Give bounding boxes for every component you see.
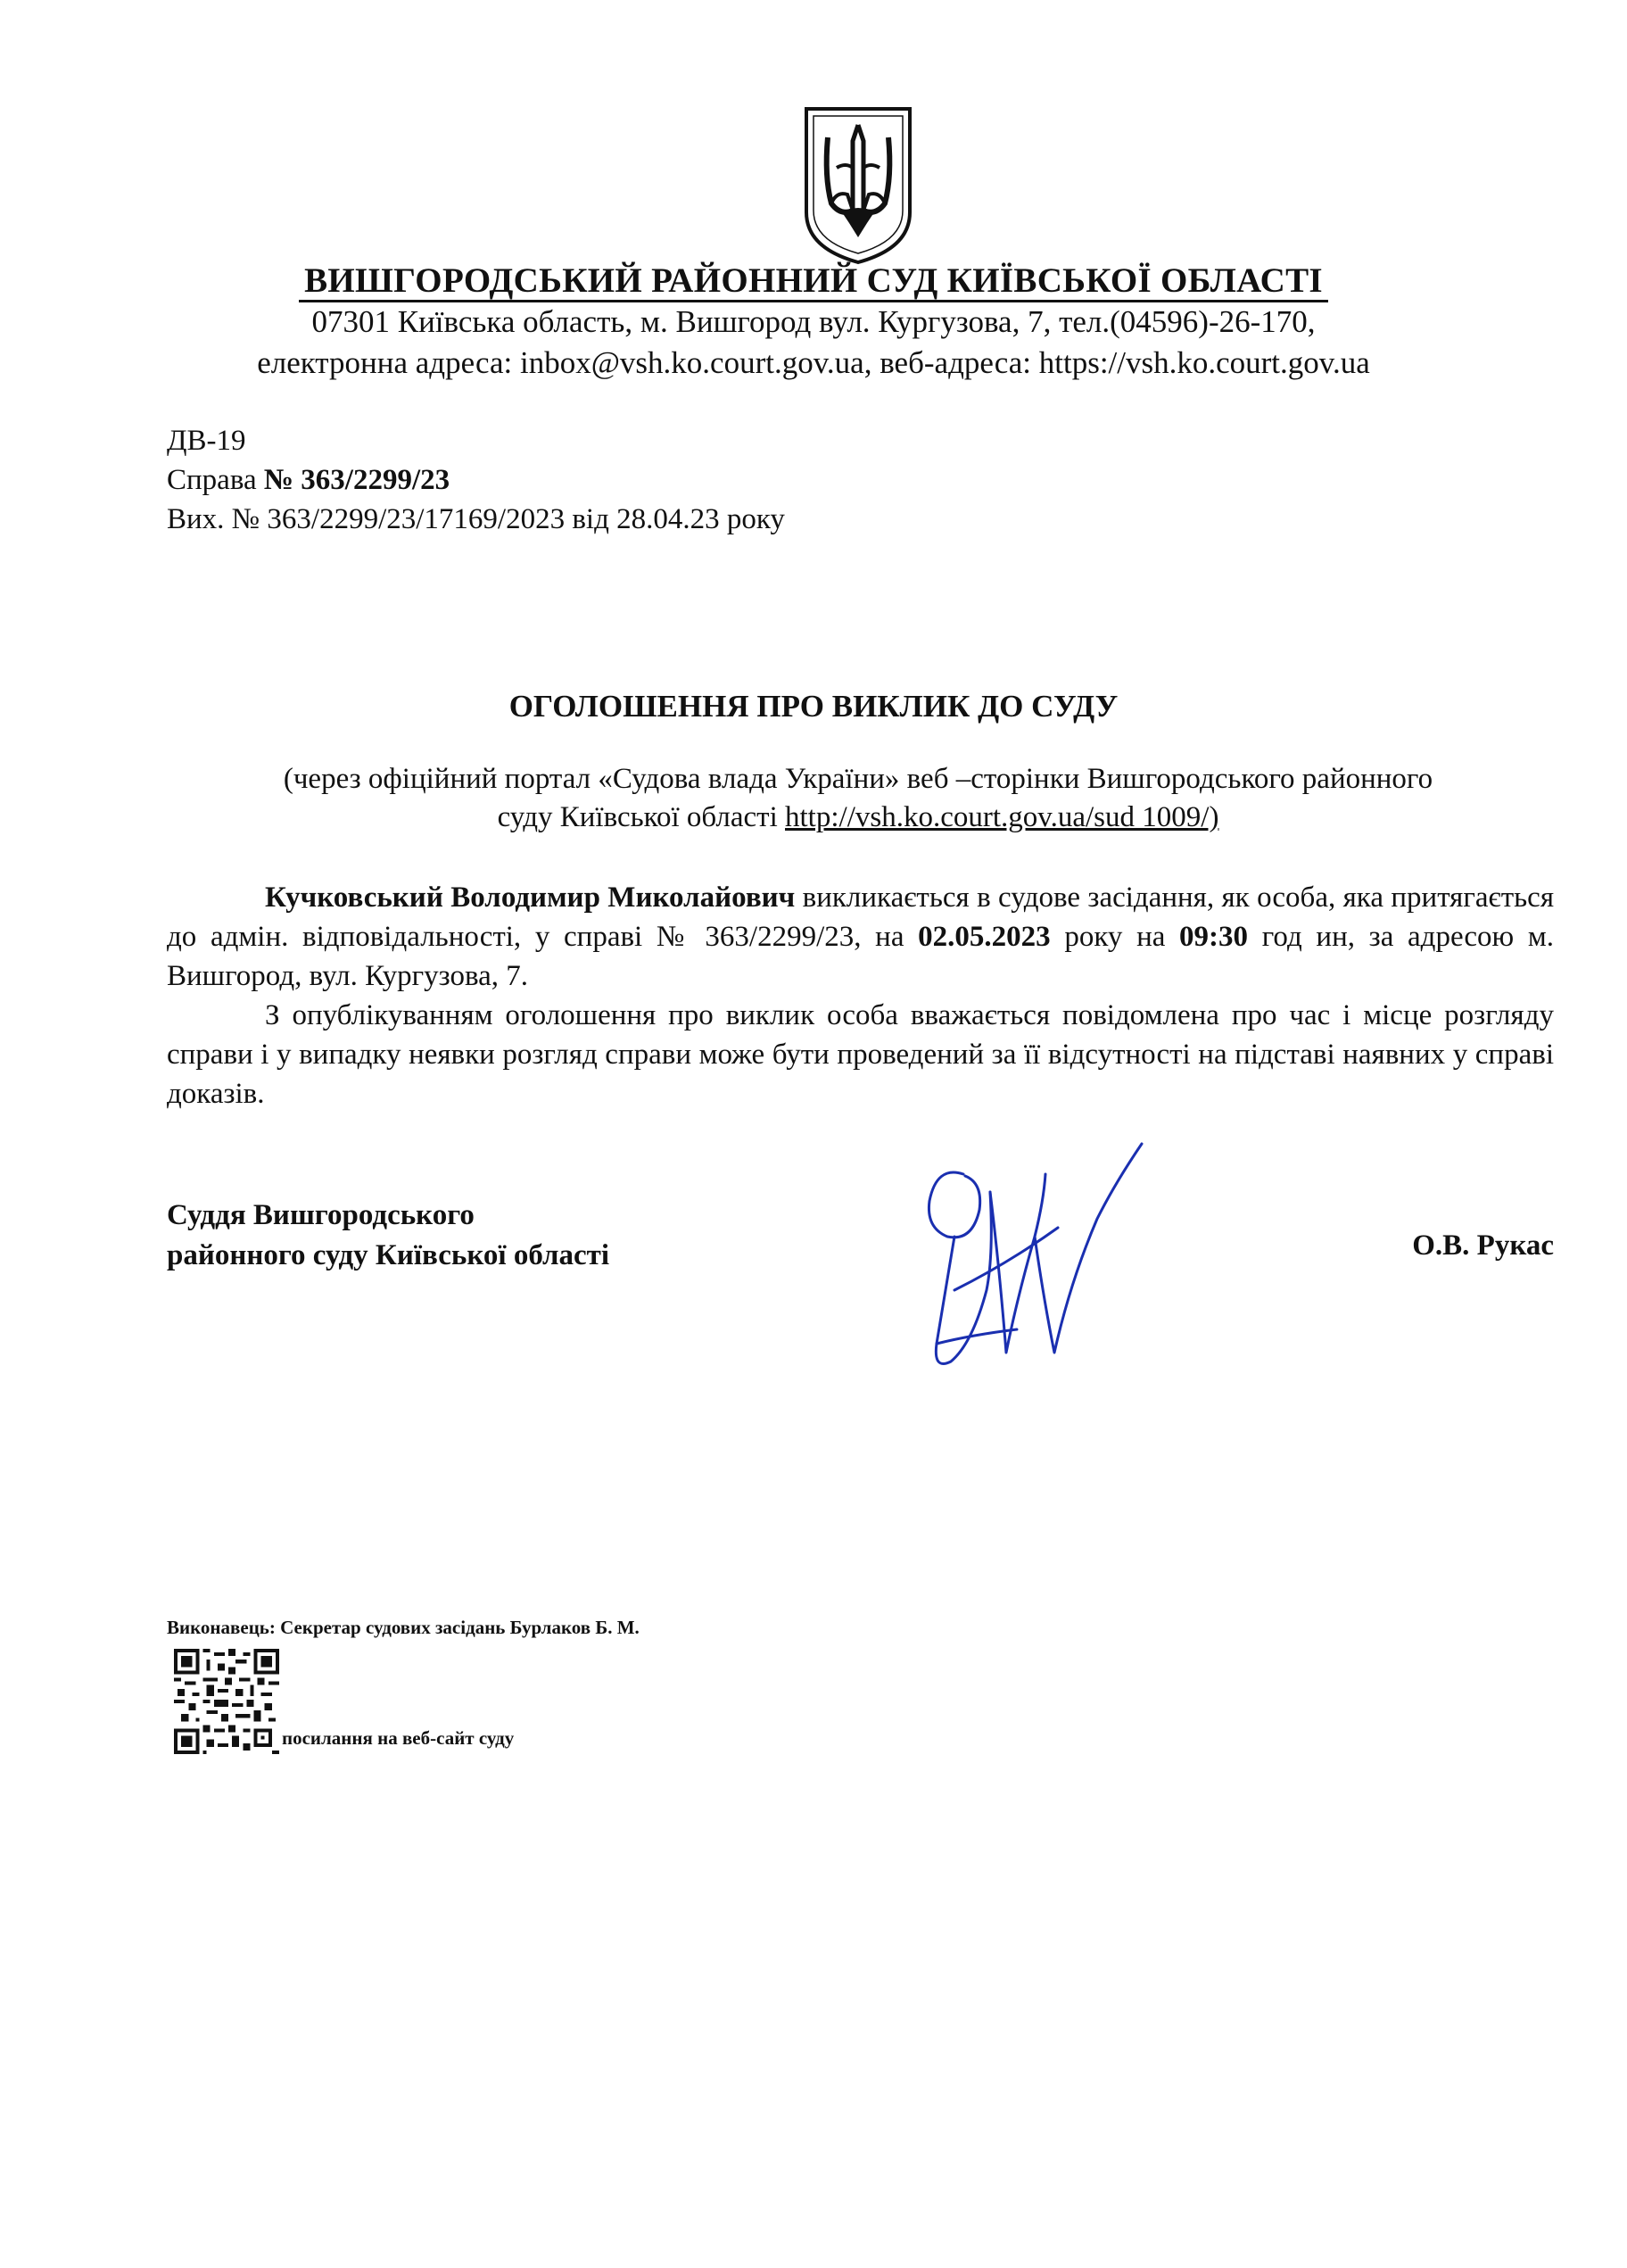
- notice-subtitle: [167, 760, 1549, 837]
- subtitle-line-2-text: суду Київської області: [497, 801, 786, 833]
- case-number-row: [167, 460, 785, 500]
- subtitle-line-1: (через офіційний портал «Судова влада України» веб –сторінки Вишгородського районного: [283, 763, 1433, 795]
- case-number: № 363/2299/23: [263, 464, 450, 496]
- judge-title: [167, 1196, 609, 1276]
- court-address: 07301 Київська область, м. Вишгород вул. Кургузова, 7, тел.(04596)-26-170,: [311, 304, 1316, 339]
- portal-link[interactable]: http://vsh.ko.court.gov.ua/sud 1009/): [785, 801, 1219, 833]
- court-address-block: [0, 302, 1627, 384]
- court-name: ВИШГОРОДСЬКИЙ РАЙОННИЙ СУД КИЇВСЬКОЇ ОБЛАСТІ: [0, 261, 1627, 301]
- qr-caption: посилання на веб-сайт суду: [282, 1727, 515, 1749]
- case-label: Справа: [167, 464, 257, 496]
- notice-consequence-paragraph: З опублікуванням оголошення про виклик особа вважається повідомлена про час і місце розгляду справи і у випадку неявки розгляд справи може бути проведений за її відсутності на підставі наявних у справі доказів.: [167, 999, 1554, 1110]
- person-name: Кучковський Володимир Миколайович: [265, 882, 796, 914]
- qr-code-icon[interactable]: [174, 1649, 279, 1754]
- summons-text-2: року на: [1050, 921, 1180, 953]
- summons-text-1: викликається в судове засідання, як особа, яка притягається до адмін. відповідальності, у справі № 363/2299/23, на: [167, 882, 1554, 953]
- executor-line: Виконавець: Секретар судових засідань Бурлаков Б. М.: [167, 1617, 640, 1638]
- handwritten-signature: [901, 1138, 1169, 1397]
- summons-text-3: год ин, за адресою м. Вишгород, вул. Кургузова, 7.: [167, 921, 1555, 992]
- judge-name: О.В. Рукас: [1412, 1229, 1554, 1262]
- notice-body: [167, 878, 1554, 1113]
- subtitle-line-2: [167, 799, 1549, 837]
- judge-title-line-1: Суддя Вишгородського: [167, 1199, 475, 1231]
- hearing-time: 09:30: [1179, 921, 1249, 953]
- outgoing-number: Вих. № 363/2299/23/17169/2023 від 28.04.23 року: [167, 503, 785, 535]
- hearing-date: 02.05.2023: [918, 921, 1051, 953]
- notice-title: ОГОЛОШЕННЯ ПРО ВИКЛИК ДО СУДУ: [508, 689, 1119, 724]
- coat-of-arms-icon: [801, 105, 915, 266]
- document-meta: [167, 421, 785, 539]
- court-contacts: електронна адреса: inbox@vsh.ko.court.gov.ua, веб-адреса: https://vsh.ko.court.gov.ua: [257, 345, 1370, 380]
- summons-paragraph: [167, 878, 1554, 996]
- judge-title-line-2: районного суду Київської області: [167, 1239, 610, 1271]
- form-code: ДВ-19: [167, 425, 246, 457]
